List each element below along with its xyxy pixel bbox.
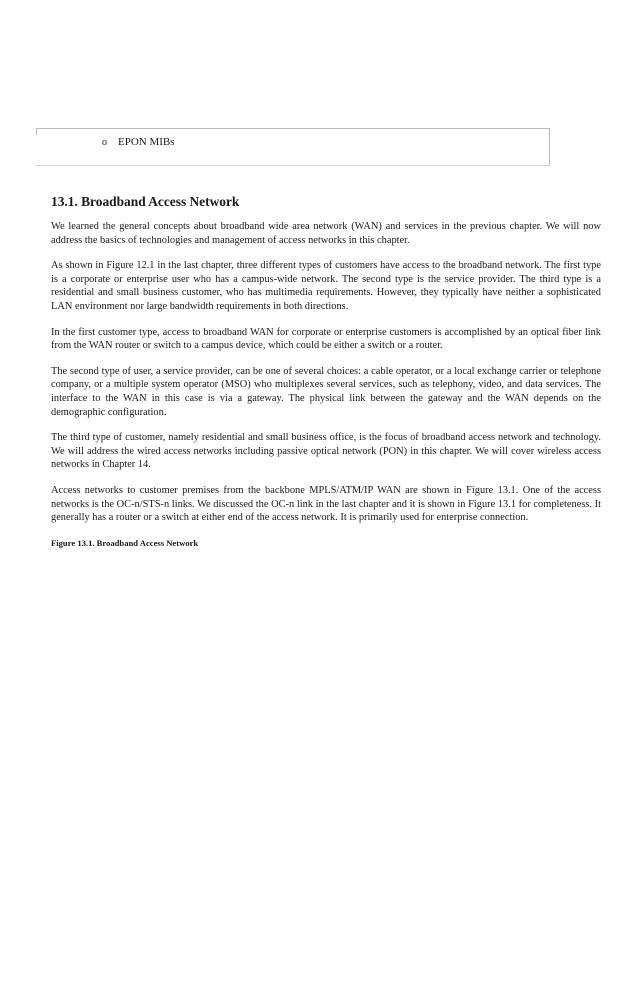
toc-item-label: EPON MIBs [118, 136, 175, 148]
paragraph-first-customer-type: In the first customer type, access to broadband WAN for corporate or enterprise customers is accomplished by an optical fiber link from the WAN router or switch to a campus device, which could be either a switch or a router. [51, 326, 601, 352]
toc-bullet: o [102, 137, 107, 148]
figure-caption: Figure 13.1. Broadband Access Network [51, 537, 199, 548]
paragraph-intro: We learned the general concepts about broadband wide area network (WAN) and services in the previous chapter. We will now address the basics of technologies and management of access networks in this chapter. [51, 221, 601, 246]
paragraph-customer-types: As shown in Figure 12.1 in the last chapter, three different types of customers have access to the broadband network. The first type is a corporate or enterprise user who has a campus-wide network. The second type is the service provider. The third type is a residential and small business customer, who has multimedia requirements. However, they typically have neither a sophisticated LAN environment nor large bandwidth requirements in both directions. [51, 260, 601, 312]
toc-box-corner-tick [36, 129, 37, 135]
section-heading: 13.1. Broadband Access Network [51, 194, 240, 209]
paragraph-access-networks: Access networks to customer premises from the backbone MPLS/ATM/IP WAN are shown in Figure 13.1. One of the access networks is the OC-n/STS-n links. We discussed the OC-n link in the last chapter and it is shown in Figure 13.1 for completeness. It generally has a router or a switch at either end of the access network. It is primarily used for enterprise connection. [51, 484, 601, 524]
section-body [51, 220, 601, 549]
toc-box [36, 128, 550, 166]
toc-item-epon-mibs[interactable] [102, 135, 175, 150]
paragraph-second-customer-type: The second type of user, a service provider, can be one of several choices: a cable operator, or a local exchange carrier or telephone company, or a multiple system operator (MSO) who multiplexes several services, such as telephony, video, and data services. The interface to the WAN in this case is via a gateway. The physical link between the gateway and the WAN depends on the demographic configuration. [51, 365, 601, 418]
paragraph-third-customer-type: The third type of customer, namely residential and small business office, is the focus of broadband access network and technology. We will address the wired access networks including passive optical network (PON) in this chapter. We will cover wireless access networks in Chapter 14. [51, 432, 601, 471]
